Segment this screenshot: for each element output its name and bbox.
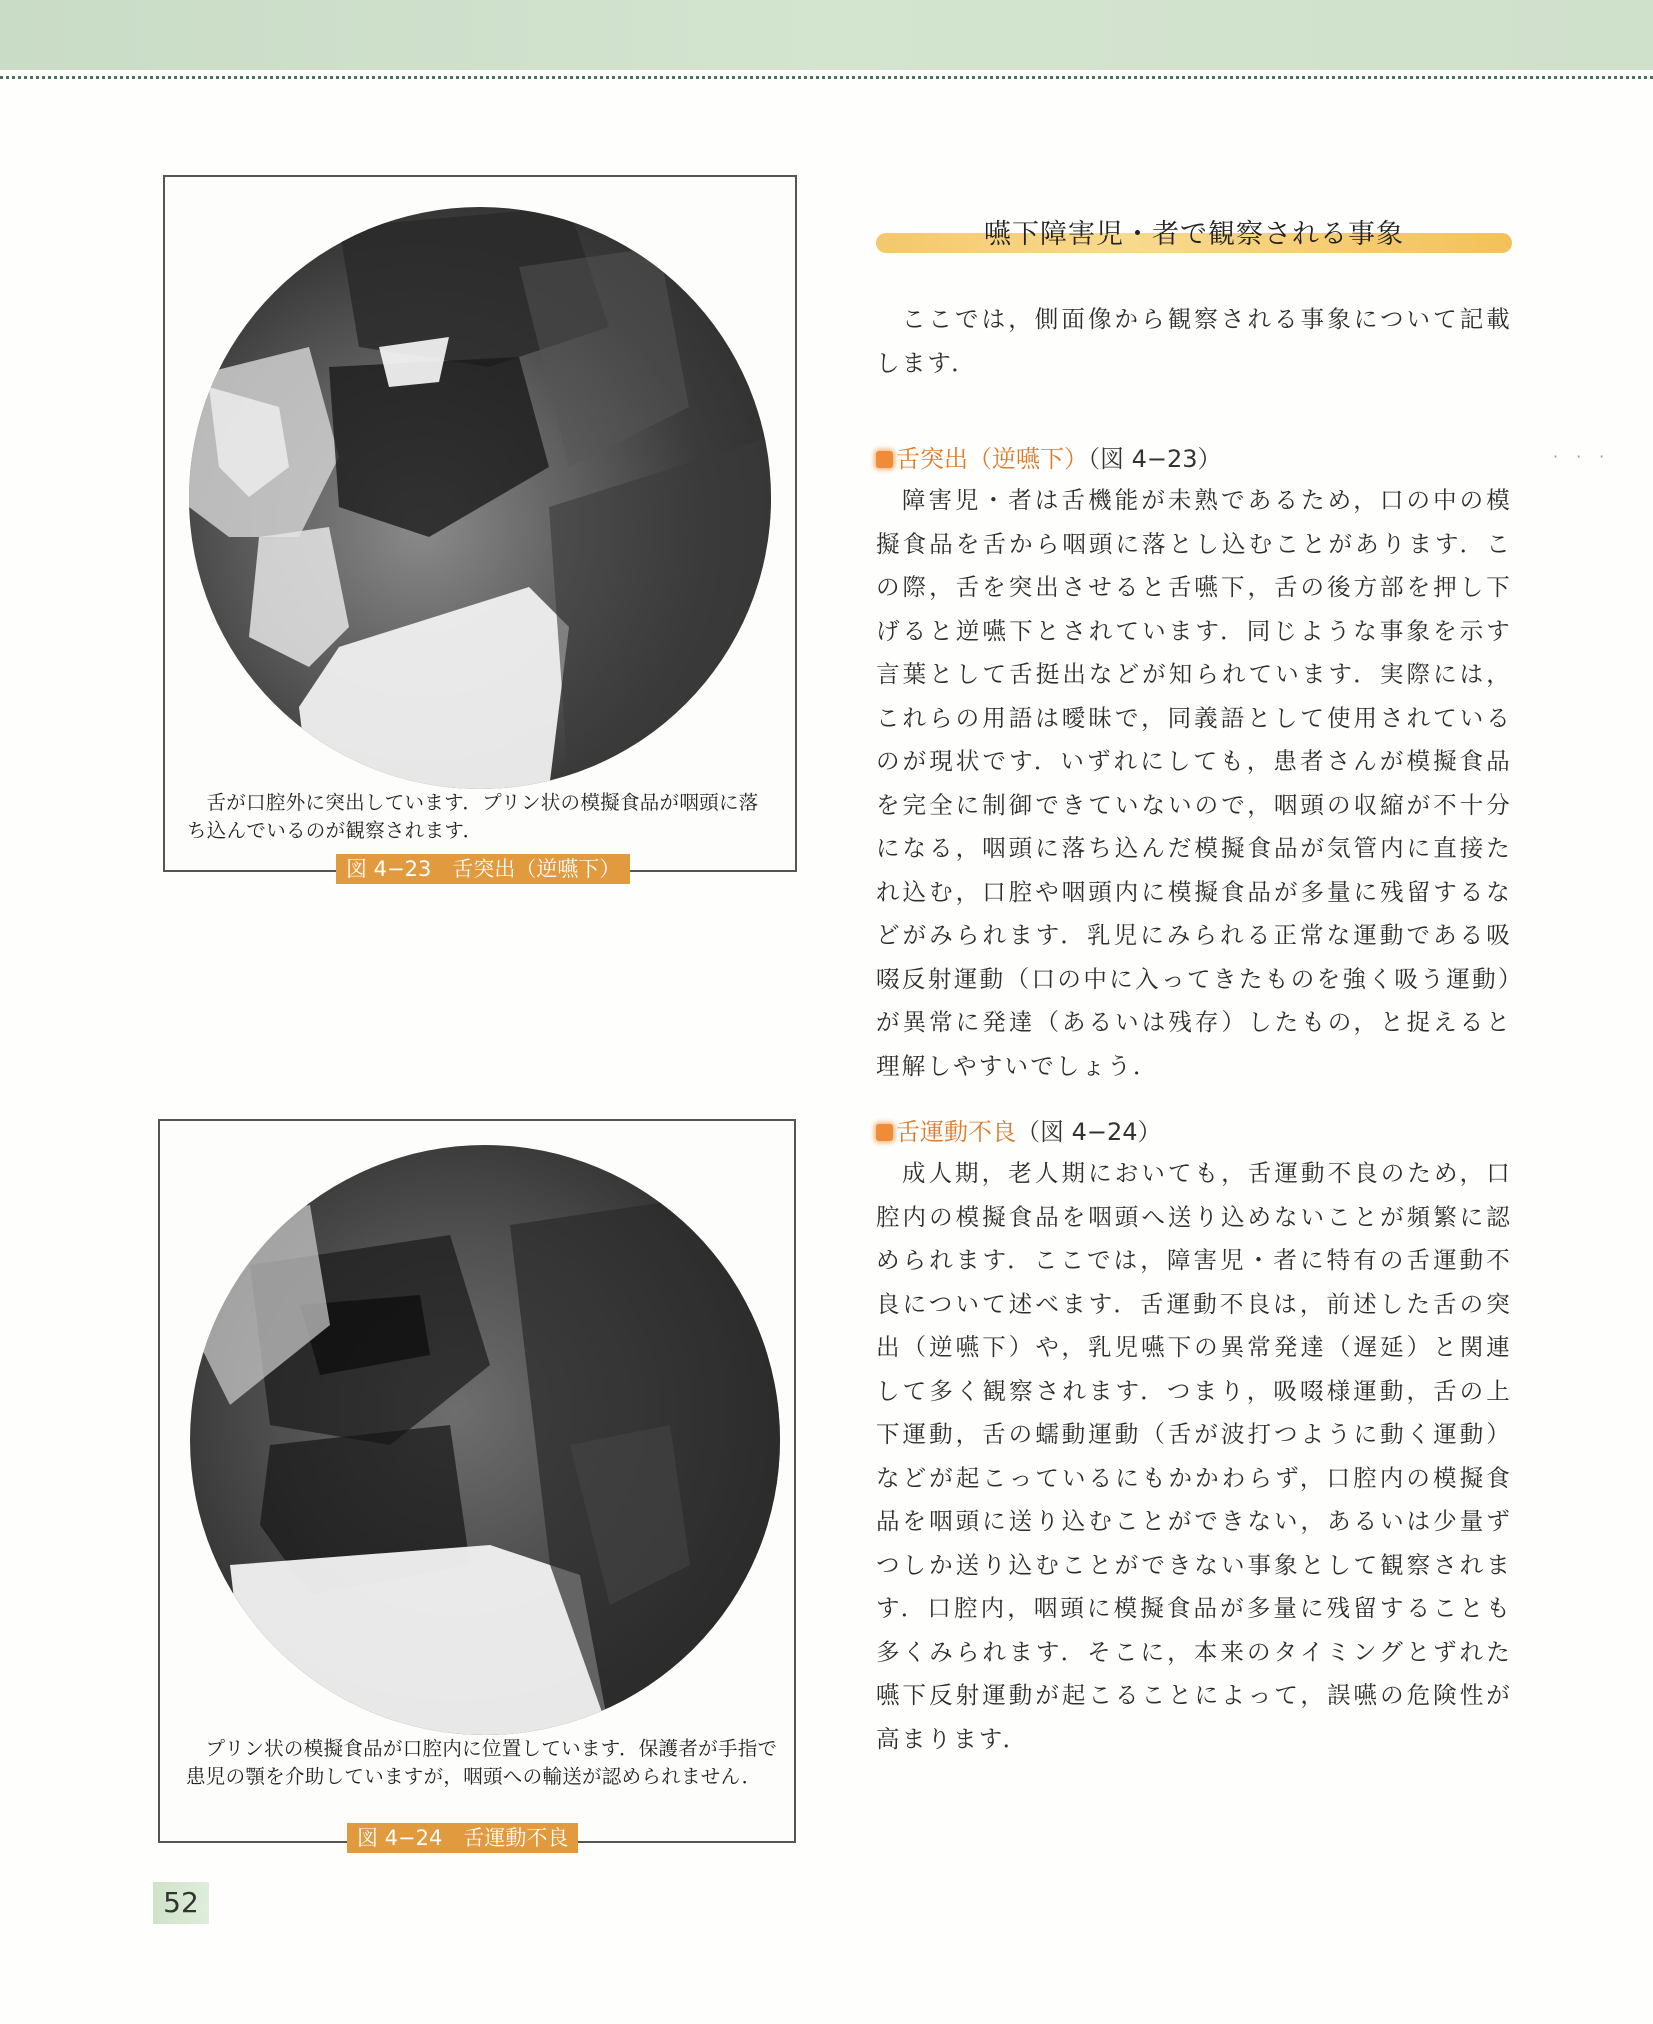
figure-4-23 [163,175,797,881]
figure-4-24 [158,1119,796,1850]
square-bullet-icon [876,1124,893,1141]
margin-dots: ··· [1553,447,1623,466]
section-title [876,215,1512,259]
section-title-text: 嚥下障害児・者で観察される事象 [984,219,1404,250]
subsection-title: 舌突出（逆嚥下） [896,445,1088,473]
subsection-title: 舌運動不良 [896,1118,1016,1146]
subsection-paragraph: 障害児・者は舌機能が未熟であるため，口の中の模擬食品を舌から咽頭に落とし込むことがあります．この際，舌を突出させると舌嚥下，舌の後方部を押し下げると逆嚥下とされています．同じような事象を示す言葉として舌挺出などが知られています．実際には，これらの用語は曖昧で，同義語として使用されているのが現状です．いずれにしても，患者さんが模擬食品を完全に制御できていないので，咽頭の収縮が不十分になる，咽頭に落ち込んだ模擬食品が気管内に直接たれ込む，口腔や咽頭内に模擬食品が多量に残留するなどがみられます．乳児にみられる正常な運動である吸啜反射運動（口の中に入ってきたものを強く吸う運動）が異常に発達（あるいは残存）したもの，と捉えると理解しやすいでしょう． [876,486,1512,1080]
intro-paragraph: ここでは，側面像から観察される事象について記載します． [876,305,1512,377]
subsection-heading-tongue-dysmotility [876,1114,1512,1150]
subsection-heading-tongue-thrust [876,441,1512,477]
figure-caption: プリン状の模擬食品が口腔内に位置しています．保護者が手指で患児の顎を介助していますが，咽頭への輸送が認められません． [186,1737,778,1788]
figure-reference: （図 4−24） [1016,1118,1162,1146]
figure-reference: （図 4−23） [1088,445,1222,473]
header-dotted-rule [0,76,1653,79]
subsection-paragraph: 成人期，老人期においても，舌運動不良のため，口腔内の模擬食品を咽頭へ送り込めないことが頻繁に認められます．ここでは，障害児・者に特有の舌運動不良について述べます．舌運動不良は，前述した舌の突出（逆嚥下）や，乳児嚥下の異常発達（遅延）と関連して多く観察されます．つまり，吸啜様運動，舌の上下運動，舌の蠕動運動（舌が波打つように動く運動）などが起こっているにもかかわらず，口腔内の模擬食品を咽頭に送り込むことができない，あるいは少量ずつしか送り込むことができない事象として観察されます．口腔内，咽頭に模擬食品が多量に残留することも多くみられます．そこに，本来のタイミングとずれた嚥下反射運動が起こることによって，誤嚥の危険性が高まります． [876,1159,1512,1753]
xray-image-tongue-thrust [189,207,771,789]
figure-label: 図 4−23 舌突出（逆嚥下） [336,854,630,884]
figure-label: 図 4−24 舌運動不良 [347,1823,578,1853]
xray-illustration [189,207,771,789]
xray-illustration [190,1145,780,1735]
figure-caption: 舌が口腔外に突出しています．プリン状の模擬食品が咽頭に落ち込んでいるのが観察されます． [187,791,759,842]
square-bullet-icon [876,451,893,468]
page-number: 52 [153,1882,209,1924]
xray-image-tongue-dysmotility [190,1145,780,1735]
header-band [0,0,1653,70]
